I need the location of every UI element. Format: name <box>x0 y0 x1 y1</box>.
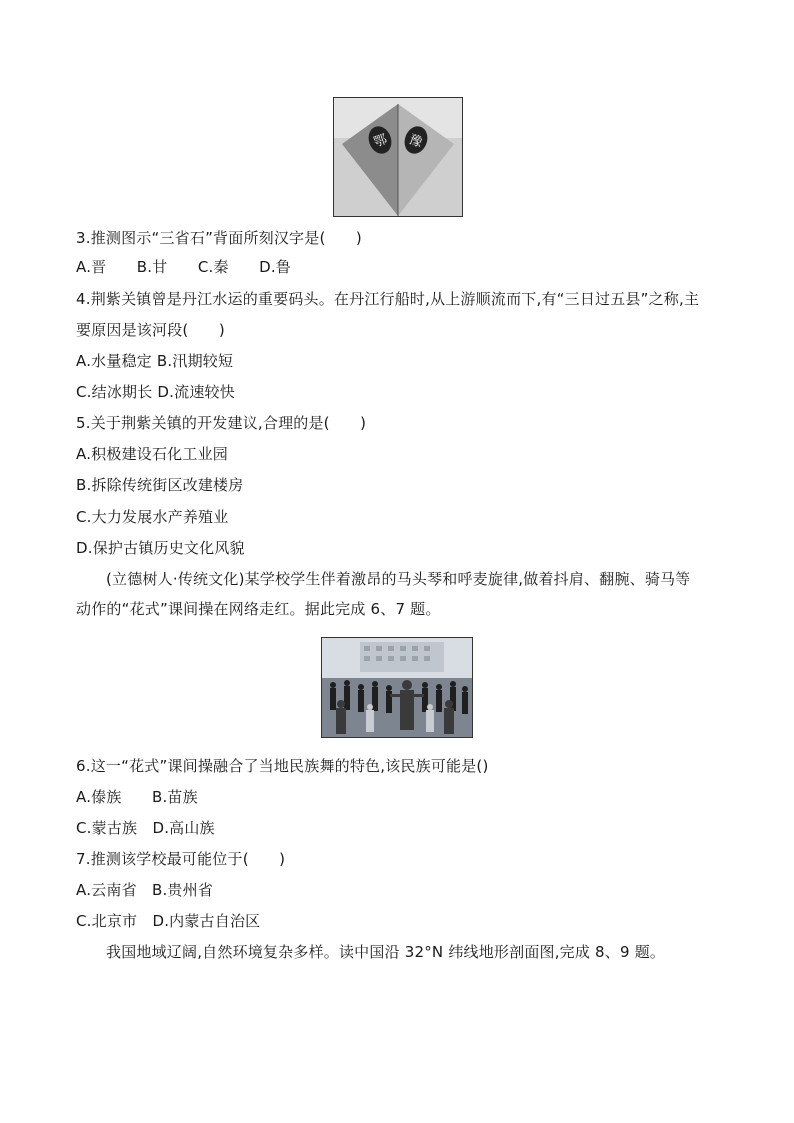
question-5-option-c: C.大力发展水产养殖业 <box>76 508 229 526</box>
campus-exercise-photo <box>321 637 473 738</box>
exercise-illustration <box>322 638 472 737</box>
passage-terrain: 我国地域辽阔,自然环境复杂多样。读中国沿 32°N 纬线地形剖面图,完成 8、9 题。 <box>106 943 666 961</box>
passage-dance-line2: 动作的“花式”课间操在网络走红。据此完成 6、7 题。 <box>76 600 441 618</box>
question-6-stem: 6.这一“花式”课间操融合了当地民族舞的特色,该民族可能是() <box>76 757 489 775</box>
question-7-options-line2: C.北京市 D.内蒙古自治区 <box>76 912 261 930</box>
question-3-options: A.晋 B.甘 C.秦 D.鲁 <box>76 258 291 276</box>
question-5-option-b: B.拆除传统街区改建楼房 <box>76 476 244 494</box>
question-4-stem-line2: 要原因是该河段( ) <box>76 321 225 339</box>
three-province-stone-photo <box>333 97 463 217</box>
question-3-stem: 3.推测图示“三省石”背面所刻汉字是( ) <box>76 229 362 247</box>
question-7-options-line1: A.云南省 B.贵州省 <box>76 881 214 899</box>
question-5-option-a: A.积极建设石化工业园 <box>76 445 228 463</box>
passage-dance-line1: (立德树人·传统文化)某学校学生伴着激昂的马头琴和呼麦旋律,做着抖肩、翻腕、骑马等 <box>106 570 691 588</box>
question-5-stem: 5.关于荆紫关镇的开发建议,合理的是( ) <box>76 414 367 432</box>
question-7-stem: 7.推测该学校最可能位于( ) <box>76 850 286 868</box>
stone-glyph-right: 豫 <box>406 132 425 151</box>
question-5-option-d: D.保护古镇历史文化风貌 <box>76 539 245 557</box>
stone-glyph-left: 鄂 <box>371 132 390 151</box>
question-4-stem-line1: 4.荆紫关镇曾是丹江水运的重要码头。在丹江行船时,从上游顺流而下,有“三日过五县”之称,主 <box>76 290 700 308</box>
question-4-options-line2: C.结冰期长 D.流速较快 <box>76 383 235 401</box>
stone-illustration <box>334 98 462 216</box>
question-6-options-line2: C.蒙古族 D.高山族 <box>76 819 215 837</box>
question-6-options-line1: A.傣族 B.苗族 <box>76 788 198 806</box>
question-4-options-line1: A.水量稳定 B.汛期较短 <box>76 352 234 370</box>
